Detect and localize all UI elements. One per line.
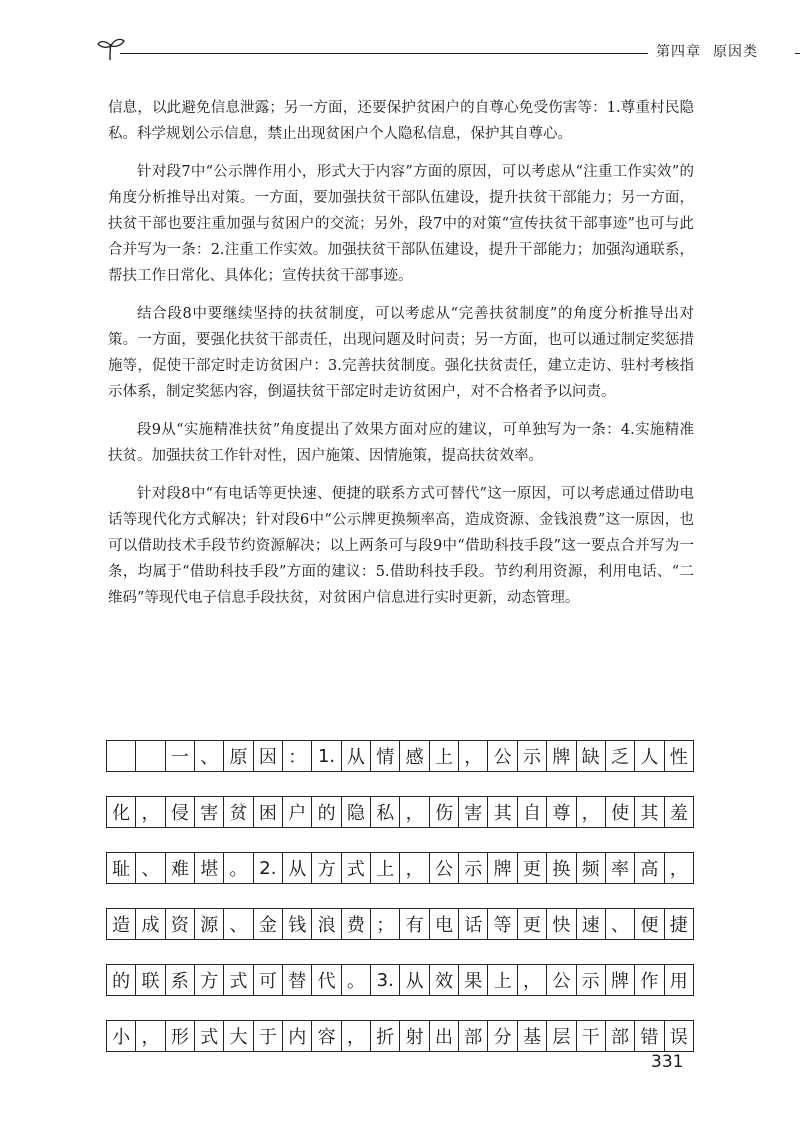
grid-row xyxy=(106,1020,694,1052)
grid-cell: 金 xyxy=(254,909,283,939)
grid-cell: 于 xyxy=(254,1021,283,1051)
grid-cell: ： xyxy=(283,741,312,771)
grid-cell: 害 xyxy=(195,797,224,827)
grid-cell: 错 xyxy=(635,1021,664,1051)
grid-cell: 用 xyxy=(665,965,694,995)
grid-cell: 换 xyxy=(547,853,576,883)
grid-cell: 资 xyxy=(166,909,195,939)
grid-cell: 公 xyxy=(430,853,459,883)
grid-cell: 话 xyxy=(459,909,488,939)
grid-cell: 部 xyxy=(459,1021,488,1051)
grid-cell: 伤 xyxy=(430,797,459,827)
grid-cell: 使 xyxy=(606,797,635,827)
grid-row xyxy=(106,796,694,828)
grid-cell: 联 xyxy=(136,965,165,995)
grid-cell: 牌 xyxy=(488,853,517,883)
grid-cell: ， xyxy=(400,853,429,883)
grid-cell: 人 xyxy=(635,741,664,771)
grid-cell: 更 xyxy=(518,909,547,939)
grid-cell: 、 xyxy=(195,741,224,771)
grid-cell: 捷 xyxy=(665,909,694,939)
grid-cell: ， xyxy=(459,741,488,771)
grid-cell: 、 xyxy=(136,853,165,883)
grid-row xyxy=(106,908,694,940)
grid-cell: 害 xyxy=(459,797,488,827)
grid-cell: 果 xyxy=(459,965,488,995)
header-rule-left xyxy=(120,53,648,54)
grid-cell: 费 xyxy=(342,909,371,939)
grid-cell: 代 xyxy=(312,965,341,995)
grid-cell: 侵 xyxy=(166,797,195,827)
grid-cell: ， xyxy=(342,1021,371,1051)
section-label: 原因类 xyxy=(713,44,758,60)
grid-cell: ， xyxy=(518,965,547,995)
grid-cell: 上 xyxy=(488,965,517,995)
grid-cell: 速 xyxy=(577,909,606,939)
grid-cell: 折 xyxy=(371,1021,400,1051)
grid-cell: 率 xyxy=(606,853,635,883)
grid-cell: 1. xyxy=(312,741,341,771)
grid-cell: 3. xyxy=(371,965,400,995)
grid-cell: 耻 xyxy=(107,853,136,883)
grid-cell: 尊 xyxy=(547,797,576,827)
sprout-icon xyxy=(96,36,126,62)
paragraph: 信息，以此避免信息泄露；另一方面，还要保护贫困户的自尊心免受伤害等：1.尊重村民隐私。科学规划公示信息，禁止出现贫困户个人隐私信息，保护其自尊心。 xyxy=(108,100,694,142)
grid-cell: 化 xyxy=(107,797,136,827)
grid-cell: 私 xyxy=(371,797,400,827)
grid-cell: 小 xyxy=(107,1021,136,1051)
grid-row xyxy=(106,740,694,772)
header-title xyxy=(656,41,758,61)
grid-cell: 原 xyxy=(224,741,253,771)
grid-cell: 式 xyxy=(342,853,371,883)
grid-cell: 可 xyxy=(254,965,283,995)
grid-cell: 公 xyxy=(547,965,576,995)
paragraph: 针对段7中“公示牌作用小，形式大于内容”方面的原因，可以考虑从“注重工作实效”的角度分析推导出对策。一方面，要加强扶贫干部队伍建设，提升扶贫干部能力；另一方面，扶贫干部也要注重加强与贫困户的交流；另外，段7中的对策“宣传扶贫干部事迹”也可与此合并写为一条：2.注重工作实效。加强扶贫干部队伍建设，提升干部能力；加强沟通联系，帮扶工作日常化、具体化；宣传扶贫干部事迹。 xyxy=(108,164,694,284)
grid-cell: ； xyxy=(371,909,400,939)
body-text xyxy=(108,95,694,623)
grid-cell: 等 xyxy=(488,909,517,939)
grid-row xyxy=(106,852,694,884)
grid-cell: 成 xyxy=(136,909,165,939)
header-rule-right xyxy=(795,53,800,54)
grid-cell xyxy=(107,741,136,771)
grid-cell: 示 xyxy=(459,853,488,883)
grid-cell: ， xyxy=(400,797,429,827)
grid-cell: 2. xyxy=(254,853,283,883)
grid-cell: 干 xyxy=(577,1021,606,1051)
grid-cell: 造 xyxy=(107,909,136,939)
grid-cell: 便 xyxy=(635,909,664,939)
grid-cell: 式 xyxy=(224,965,253,995)
grid-cell: 牌 xyxy=(606,965,635,995)
paragraph: 结合段8中要继续坚持的扶贫制度，可以考虑从“完善扶贫制度”的角度分析推导出对策。一方面，要强化扶贫干部责任，出现问题及时问责；另一方面，也可以通过制定奖惩措施等，促使干部定时走访贫困户：3.完善扶贫制度。强化扶贫责任，建立走访、驻村考核指示体系，制定奖惩内容，倒逼扶贫干部定时走访贫困户，对不合格者予以问责。 xyxy=(108,306,694,400)
grid-cell: 从 xyxy=(342,741,371,771)
grid-cell: 部 xyxy=(606,1021,635,1051)
grid-cell: 有 xyxy=(400,909,429,939)
grid-cell: 示 xyxy=(518,741,547,771)
grid-cell: 方 xyxy=(195,965,224,995)
grid-cell: 感 xyxy=(400,741,429,771)
grid-cell: 其 xyxy=(488,797,517,827)
grid-cell: 牌 xyxy=(547,741,576,771)
grid-cell: 基 xyxy=(518,1021,547,1051)
grid-cell: 出 xyxy=(430,1021,459,1051)
grid-cell: ， xyxy=(136,1021,165,1051)
grid-cell: 因 xyxy=(254,741,283,771)
grid-cell: ， xyxy=(665,853,694,883)
grid-cell: 公 xyxy=(488,741,517,771)
grid-row xyxy=(106,964,694,996)
grid-cell: 浪 xyxy=(312,909,341,939)
grid-cell: 更 xyxy=(518,853,547,883)
grid-cell: 大 xyxy=(224,1021,253,1051)
page-header xyxy=(96,36,758,66)
grid-cell: 。 xyxy=(224,853,253,883)
grid-cell: 快 xyxy=(547,909,576,939)
page-number: 331 xyxy=(651,1052,684,1072)
grid-cell: 作 xyxy=(635,965,664,995)
grid-cell: 性 xyxy=(665,741,694,771)
grid-cell: 的 xyxy=(107,965,136,995)
grid-cell: 、 xyxy=(224,909,253,939)
grid-cell: 分 xyxy=(488,1021,517,1051)
answer-grid xyxy=(106,740,694,1076)
grid-cell: 效 xyxy=(430,965,459,995)
grid-cell: 情 xyxy=(371,741,400,771)
grid-cell: 羞 xyxy=(665,797,694,827)
grid-cell: 乏 xyxy=(606,741,635,771)
grid-cell: 层 xyxy=(547,1021,576,1051)
grid-cell: 、 xyxy=(606,909,635,939)
grid-cell: 容 xyxy=(312,1021,341,1051)
grid-cell: 隐 xyxy=(342,797,371,827)
grid-cell: 缺 xyxy=(577,741,606,771)
grid-cell: 射 xyxy=(400,1021,429,1051)
grid-cell: 一 xyxy=(166,741,195,771)
paragraph: 段9从“实施精准扶贫”角度提出了效果方面对应的建议，可单独写为一条：4.实施精准扶贫。加强扶贫工作针对性，因户施策、因情施策，提高扶贫效率。 xyxy=(108,422,694,464)
grid-cell: 方 xyxy=(312,853,341,883)
grid-cell: 钱 xyxy=(283,909,312,939)
grid-cell: 示 xyxy=(577,965,606,995)
grid-cell: 从 xyxy=(400,965,429,995)
grid-cell: 内 xyxy=(283,1021,312,1051)
grid-cell: 误 xyxy=(665,1021,694,1051)
grid-cell: 。 xyxy=(342,965,371,995)
grid-cell: 难 xyxy=(166,853,195,883)
grid-cell: 系 xyxy=(166,965,195,995)
grid-cell: 其 xyxy=(635,797,664,827)
grid-cell: 替 xyxy=(283,965,312,995)
grid-cell: ， xyxy=(136,797,165,827)
grid-cell: 户 xyxy=(283,797,312,827)
grid-cell: 从 xyxy=(283,853,312,883)
grid-cell: 上 xyxy=(371,853,400,883)
grid-cell: 高 xyxy=(635,853,664,883)
grid-cell: 困 xyxy=(254,797,283,827)
grid-cell: 自 xyxy=(518,797,547,827)
grid-cell: ， xyxy=(577,797,606,827)
grid-cell: 电 xyxy=(430,909,459,939)
grid-cell: 贫 xyxy=(224,797,253,827)
paragraph: 针对段8中“有电话等更快速、便捷的联系方式可替代”这一原因，可以考虑通过借助电话等现代化方式解决；针对段6中“公示牌更换频率高，造成资源、金钱浪费”这一原因，也可以借助技术手段节约资源解决；以上两条可与段9中“借助科技手段”这一要点合并写为一条，均属于“借助科技手段”方面的建议：5.借助科技手段。节约利用资源，利用电话、“二维码”等现代电子信息手段扶贫，对贫困户信息进行实时更新，动态管理。 xyxy=(108,486,694,606)
grid-cell: 源 xyxy=(195,909,224,939)
grid-cell: 式 xyxy=(195,1021,224,1051)
chapter-label: 第四章 xyxy=(656,44,701,60)
grid-cell: 频 xyxy=(577,853,606,883)
grid-cell: 形 xyxy=(166,1021,195,1051)
grid-cell: 上 xyxy=(430,741,459,771)
grid-cell: 的 xyxy=(312,797,341,827)
grid-cell: 堪 xyxy=(195,853,224,883)
grid-cell xyxy=(136,741,165,771)
